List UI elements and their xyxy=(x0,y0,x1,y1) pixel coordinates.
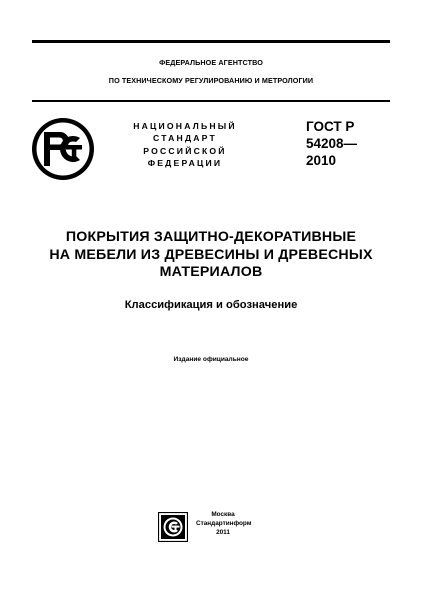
national-line: СТАНДАРТ xyxy=(153,133,217,144)
document-title xyxy=(32,229,390,282)
publisher-info xyxy=(196,511,250,537)
top-rule xyxy=(32,40,390,43)
document-subtitle: Классификация и обозначение xyxy=(124,299,298,311)
header-rule xyxy=(32,100,390,102)
publisher-city: Москва xyxy=(211,511,235,518)
gost-number xyxy=(306,118,357,169)
title-line: НА МЕБЕЛИ ИЗ ДРЕВЕСИНЫ И ДРЕВЕСНЫХ xyxy=(49,246,373,263)
rst-certification-logo-icon xyxy=(30,116,96,182)
agency-line-1: ФЕДЕРАЛЬНОЕ АГЕНТСТВО xyxy=(159,58,263,67)
gost-line: 2010 xyxy=(306,153,337,168)
publisher-name: Стандартинформ xyxy=(196,519,252,527)
national-standard-label xyxy=(116,120,254,170)
title-line: ПОКРЫТИЯ ЗАЩИТНО-ДЕКОРАТИВНЫЕ xyxy=(65,229,357,245)
publisher-year: 2011 xyxy=(216,528,230,536)
national-line: ФЕДЕРАЦИИ xyxy=(147,158,223,169)
title-line: МАТЕРИАЛОВ xyxy=(159,264,263,280)
national-line: РОССИЙСКОЙ xyxy=(143,145,227,156)
gost-line: ГОСТ Р xyxy=(306,119,355,134)
gost-line: 54208— xyxy=(306,136,358,151)
agency-line-2: ПО ТЕХНИЧЕСКОМУ РЕГУЛИРОВАНИЮ И МЕТРОЛОГИИ xyxy=(108,76,314,85)
national-line: НАЦИОНАЛЬНЫЙ xyxy=(133,121,237,131)
publisher-logo-icon xyxy=(158,512,188,542)
edition-label: Издание официальное xyxy=(173,356,249,363)
